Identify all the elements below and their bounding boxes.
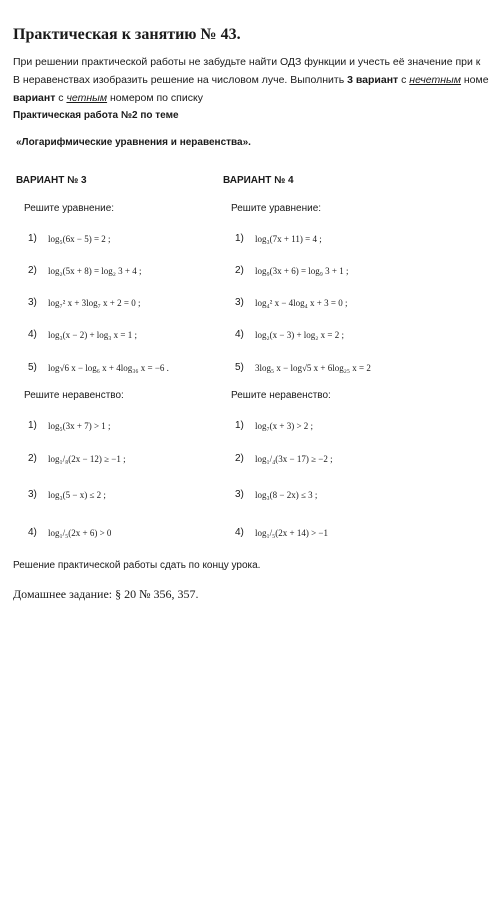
item-number: 1) — [28, 420, 37, 431]
equation-expression: log₇² x + 3log₇ x + 2 = 0 ; — [48, 297, 141, 308]
equation-expression: 3log₅ x − log√5 x + 6log₂₅ x = 2 — [255, 362, 371, 373]
item-number: 2) — [235, 265, 244, 276]
item-number: 3) — [28, 297, 37, 308]
instructions-text: номером по списку — [107, 92, 203, 104]
item-number: 2) — [28, 453, 37, 464]
variant-4-label: ВАРИАНТ № 4 — [223, 175, 294, 186]
instructions-line-2 — [13, 71, 500, 89]
inequality-expression: log₁/₈(2x − 12) ≥ −1 ; — [48, 453, 126, 464]
variant-4 — [223, 175, 443, 538]
item-number: 1) — [235, 420, 244, 431]
equation-item — [235, 297, 347, 308]
inequality-item — [235, 489, 317, 500]
inequality-item — [28, 453, 126, 464]
submission-note: Решение практической работы сдать по концу урока. — [13, 560, 261, 571]
equation-item — [235, 329, 344, 340]
inequality-item — [28, 527, 111, 538]
equation-item — [28, 362, 169, 373]
inequality-item — [28, 489, 106, 500]
instructions-line-1: При решении практической работы не забудьте найти ОДЗ функции и учесть её значение при к — [13, 56, 481, 68]
instructions-underlined: нечетным — [409, 74, 461, 86]
item-number: 2) — [235, 453, 244, 464]
inequality-expression: log₃(5 − x) ≤ 2 ; — [48, 489, 106, 500]
inequality-item — [235, 420, 313, 431]
equation-expression: log₅(6x − 5) = 2 ; — [48, 233, 111, 244]
equation-item — [235, 362, 371, 373]
instructions-bold: 3 вариант — [347, 74, 399, 86]
item-number: 3) — [235, 297, 244, 308]
inequality-expression: log₁/₅(2x + 14) > −1 — [255, 527, 328, 538]
equation-expression: log₃(7x + 11) = 4 ; — [255, 233, 322, 244]
item-number: 3) — [235, 489, 244, 500]
instructions-text: В неравенствах изобразить решение на числовом луче. Выполнить — [13, 74, 348, 86]
inequality-item — [235, 453, 333, 464]
equation-expression: log₂(5x + 8) = log₂ 3 + 4 ; — [48, 265, 142, 276]
equation-expression: log₃(x − 2) + log₃ x = 1 ; — [48, 329, 137, 340]
inequality-expression: log₁/₅(2x + 6) > 0 — [48, 527, 112, 538]
item-number: 5) — [28, 362, 37, 373]
equation-expression: log√6 x − log₆ x + 4log₃₆ x = −6 . — [48, 362, 169, 373]
equation-item — [28, 265, 142, 276]
item-number: 4) — [235, 329, 244, 340]
equation-expression: log₉(3x + 6) = log₉ 3 + 1 ; — [255, 265, 349, 276]
instructions-bold: вариант — [13, 92, 56, 104]
equation-item — [28, 297, 140, 308]
item-number: 3) — [28, 489, 37, 500]
item-number: 2) — [28, 265, 37, 276]
instructions — [13, 53, 500, 107]
instructions-line-3 — [13, 89, 500, 107]
inequality-expression: log₁/₄(3x − 17) ≥ −2 ; — [255, 453, 333, 464]
item-number: 4) — [28, 329, 37, 340]
equation-item — [235, 233, 322, 244]
item-number: 1) — [28, 233, 37, 244]
equation-expression: log₄² x − 4log₄ x + 3 = 0 ; — [255, 297, 348, 308]
practice-title: Практическая работа №2 по теме — [13, 110, 179, 121]
inequality-item — [235, 527, 328, 538]
instructions-underlined: четным — [66, 92, 108, 104]
page-title: Практическая к занятию № 43. — [13, 26, 241, 43]
inequalities-heading: Решите неравенство: — [231, 390, 331, 401]
equation-expression: log₂(x − 3) + log₂ x = 2 ; — [255, 329, 344, 340]
equations-heading: Решите уравнение: — [24, 203, 115, 214]
instructions-text: номе — [460, 74, 489, 86]
item-number: 4) — [235, 527, 244, 538]
equation-item — [28, 233, 111, 244]
equation-item — [235, 265, 349, 276]
inequalities-heading: Решите неравенство: — [24, 390, 124, 401]
instructions-text: с — [55, 92, 67, 104]
equation-item — [28, 329, 137, 340]
equations-heading: Решите уравнение: — [231, 203, 322, 214]
inequality-expression: log₃(8 − 2x) ≤ 3 ; — [255, 489, 318, 500]
inequality-expression: log₇(x + 3) > 2 ; — [255, 420, 314, 431]
variant-3 — [16, 175, 236, 538]
inequality-item — [28, 420, 111, 431]
inequality-expression: log₅(3x + 7) > 1 ; — [48, 420, 111, 431]
variant-3-label: ВАРИАНТ № 3 — [16, 175, 87, 186]
item-number: 1) — [235, 233, 244, 244]
item-number: 4) — [28, 527, 37, 538]
practice-theme: «Логарифмические уравнения и неравенства». — [16, 137, 251, 148]
homework: Домашнее задание: § 20 № 356, 357. — [13, 587, 199, 601]
item-number: 5) — [235, 362, 244, 373]
instructions-text: с — [398, 74, 410, 86]
